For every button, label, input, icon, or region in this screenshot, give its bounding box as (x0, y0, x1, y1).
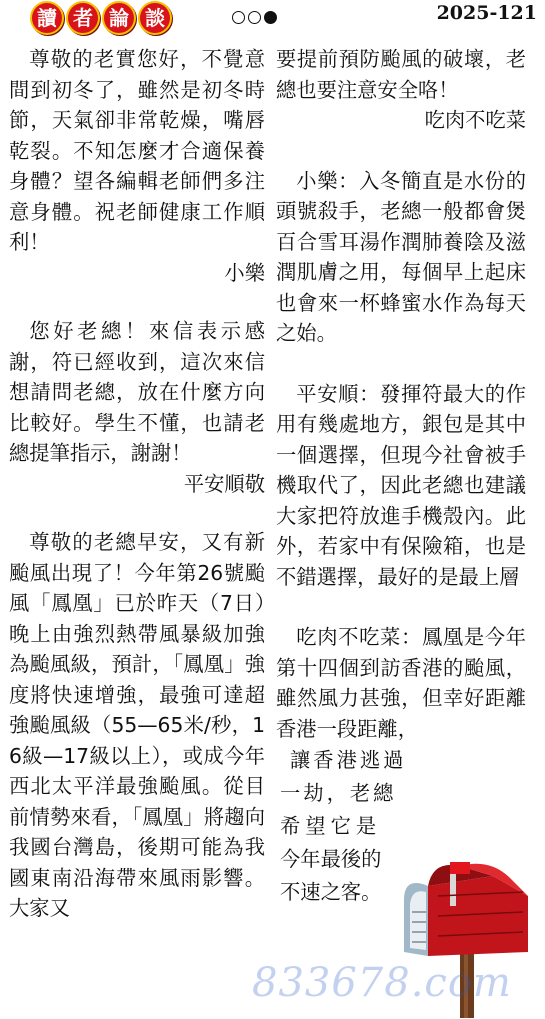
letter-paragraph: 您好老總！來信表示感謝，符已經收到，這次來信想請問老總，放在什麼方向比較好。學生不懂，也請老總提筆指示，謝謝！ (9, 319, 265, 465)
title-badge-2: 者 (66, 1, 100, 35)
decorative-dots (232, 11, 277, 24)
reply-line: 希望它是 (280, 814, 382, 838)
letter-paragraph: 尊敬的老總早安，又有新颱風出現了！今年第26號颱風「鳳凰」已於昨天（7日）晚上由強烈熱帶風暴級加強為颱風級，預計，「鳳凰」強度將快速增強，最強可達超強颱風級（55—65米/秒，16級—17級以上），或成今年西北太平洋最強颱風。從目前情勢來看，「鳳凰」將趨向我國台灣島，後期可能為我國東南沿海帶來風雨影響。大家又 (9, 530, 265, 920)
reply-line: 一劫，老總 (280, 781, 397, 805)
title-badge-4: 談 (138, 1, 172, 35)
circle-outline-icon (232, 11, 245, 24)
watermark: 833678.com (252, 960, 512, 1006)
letter-continuation: 要提前預防颱風的破壞，老總也要注意安全咯！ (276, 47, 526, 102)
left-column (9, 44, 265, 924)
issue-number: 2025-121 (436, 2, 537, 24)
reply-paragraph: 小樂：入冬簡直是水份的頭號殺手，老總一般都會煲百合雪耳湯作潤肺養陰及滋潤肌膚之用，每個早上起床也會來一杯蜂蜜水作為每天之始。 (276, 168, 526, 345)
letter-signature: 吃肉不吃菜 (424, 108, 526, 132)
mailbox-icon (398, 856, 538, 1018)
circle-filled-icon (264, 11, 277, 24)
circle-outline-icon (248, 11, 261, 24)
reply-line: 不速之客。 (280, 880, 382, 904)
column-title-badges (30, 1, 172, 35)
letter-signature: 小樂 (224, 260, 265, 285)
title-badge-1: 讀 (30, 1, 64, 35)
reply-line: 讓香港逃過 (290, 748, 407, 772)
right-column (276, 44, 526, 909)
reply-paragraph: 吃肉不吃菜：鳳凰是今年第十四個到訪香港的颱風，雖然風力甚強，但幸好距離香港一段距離， (276, 625, 526, 741)
reply-line: 今年最後的 (280, 847, 382, 871)
title-badge-3: 論 (102, 1, 136, 35)
letter-paragraph: 尊敬的老實您好，不覺意間到初冬了，雖然是初冬時節，天氣卻非常乾燥，嘴唇乾裂。不知怎麼才合適保養身體？望各編輯老師們多注意身體。祝老師健康工作順利！ (9, 47, 265, 254)
reply-paragraph: 平安順：發揮符最大的作用有幾處地方，銀包是其中一個選擇，但現今社會被手機取代了，因此老總也建議大家把符放進手機殼內。此外，若家中有保險箱，也是不錯選擇，最好的是最上層 (276, 381, 526, 589)
page-header (0, 0, 545, 38)
letter-signature: 平安順敬 (183, 471, 265, 496)
